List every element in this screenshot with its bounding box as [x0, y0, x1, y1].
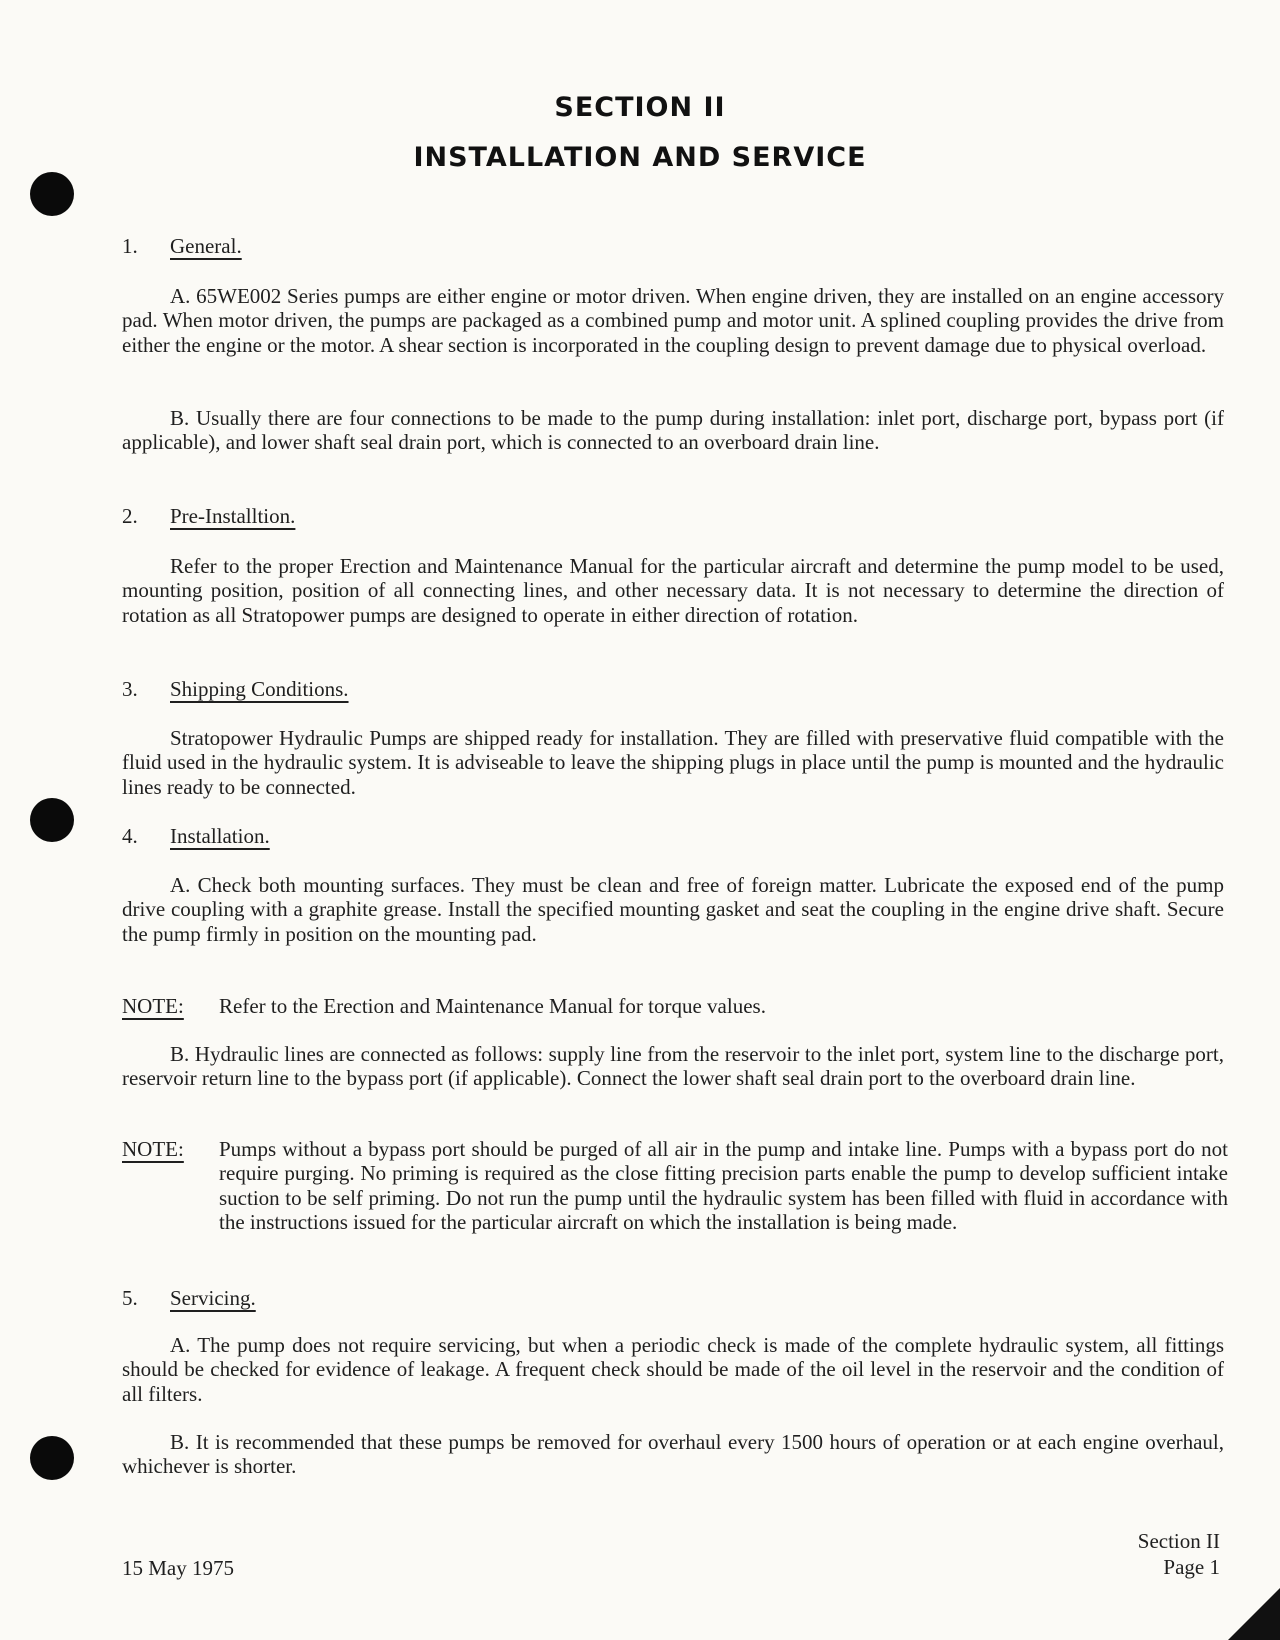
- page-title: INSTALLATION AND SERVICE: [413, 142, 867, 173]
- heading-shipping-conditions: [122, 677, 349, 702]
- heading-label: General.: [170, 234, 242, 258]
- heading-pre-installation: [122, 504, 295, 529]
- heading-number: 5.: [122, 1286, 138, 1310]
- footer-page-number: Page 1: [1163, 1555, 1220, 1579]
- paragraph-pre-installation: Refer to the proper Erection and Maintenance Manual for the particular aircraft and determine the pump model to be used, mounting position, position of all connecting lines, and other necessary data. It is not necessary to determine the direction of rotation as all Stratopower pumps are designed to operate in either direction of rotation.: [122, 554, 1224, 627]
- paragraph-general-a: A. 65WE002 Series pumps are either engine or motor driven. When engine driven, they are installed on an engine accessory pad. When motor driven, the pumps are packaged as a combined pump and motor unit. A splined coupling provides the drive from either the engine or the motor. A shear section is incorporated in the coupling design to prevent damage due to physical overload.: [122, 284, 1224, 357]
- note-label: NOTE:: [122, 1137, 184, 1161]
- paragraph-servicing-a: A. The pump does not require servicing, but when a periodic check is made of the complete hydraulic system, all fittings should be checked for evidence of leakage. A frequent check should be made of the oil level in the reservoir and the condition of all filters.: [122, 1333, 1224, 1406]
- paragraph-installation-a: A. Check both mounting surfaces. They must be clean and free of foreign matter. Lubricate the exposed end of the pump drive coupling with a graphite grease. Install the specified mounting gasket and seat the coupling in the engine drive shaft. Secure the pump firmly in position on the mounting pad.: [122, 873, 1224, 946]
- note-text: Refer to the Erection and Maintenance Manual for torque values.: [219, 994, 766, 1018]
- heading-label: Pre-Installtion.: [170, 504, 296, 528]
- binder-hole-bottom: [30, 1436, 74, 1480]
- note-torque: [122, 994, 1228, 1018]
- paragraph-shipping-conditions: Stratopower Hydraulic Pumps are shipped ready for installation. They are filled with preservative fluid compatible with the fluid used in the hydraulic system. It is adviseable to leave the shipping plugs in place until the pump is mounted and the hydraulic lines ready to be connected.: [122, 726, 1224, 799]
- paragraph-general-b: B. Usually there are four connections to be made to the pump during installation: inlet port, discharge port, bypass port (if applicable), and lower shaft seal drain port, which is connected to an overboard drain line.: [122, 406, 1224, 455]
- note-purging: [122, 1137, 1228, 1235]
- heading-number: 2.: [122, 504, 138, 528]
- page-corner-mark: [1228, 1588, 1280, 1640]
- paragraph-servicing-b: B. It is recommended that these pumps be removed for overhaul every 1500 hours of operation or at each engine overhaul, whichever is shorter.: [122, 1430, 1224, 1479]
- heading-number: 4.: [122, 824, 138, 848]
- paragraph-installation-b: B. Hydraulic lines are connected as follows: supply line from the reservoir to the inlet port, system line to the discharge port, reservoir return line to the bypass port (if applicable). Connect the lower shaft seal drain port to the overboard drain line.: [122, 1042, 1224, 1091]
- note-text: Pumps without a bypass port should be purged of all air in the pump and intake line. Pumps with a bypass port do not require purging. No priming is required as the close fitting precision parts enable the pump to develop sufficient intake suction to be self priming. Do not run the pump until the hydraulic system has been filled with fluid in accordance with the instructions issued for the particular aircraft on which the installation is being made.: [219, 1137, 1228, 1235]
- heading-number: 1.: [122, 234, 138, 258]
- section-number: SECTION II: [554, 92, 726, 123]
- footer-date: 15 May 1975: [122, 1556, 234, 1580]
- heading-number: 3.: [122, 677, 138, 701]
- binder-hole-top: [30, 172, 74, 216]
- note-label: NOTE:: [122, 994, 184, 1018]
- binder-hole-middle: [30, 798, 74, 842]
- heading-installation: [122, 824, 270, 849]
- heading-label: Shipping Conditions.: [170, 677, 349, 701]
- heading-label: Installation.: [170, 824, 270, 848]
- heading-label: Servicing.: [170, 1286, 256, 1310]
- footer-section: Section II: [1137, 1529, 1220, 1553]
- heading-general: [122, 234, 242, 259]
- heading-servicing: [122, 1286, 256, 1311]
